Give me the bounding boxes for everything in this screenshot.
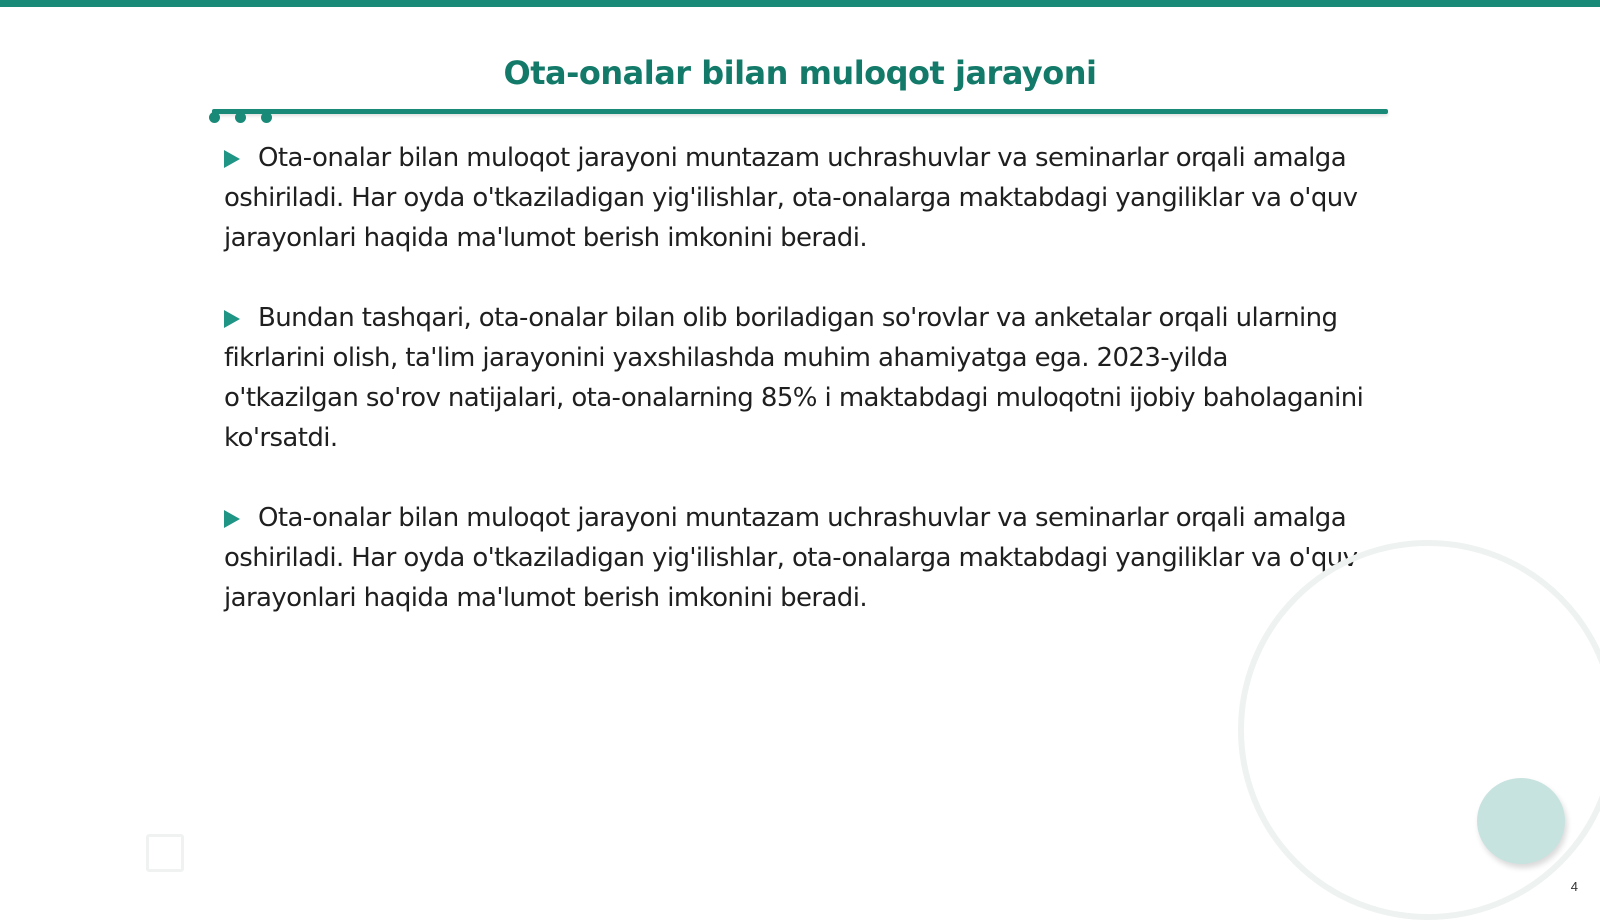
bullet-text: Ota-onalar bilan muloqot jarayoni muntazam uchrashuvlar va seminarlar orqali amalga oshiriladi. Har oyda o'tkaziladigan yig'ilishlar, ota-onalarga maktabdagi yangiliklar va o'quv jarayonlari haqida ma'lumot berish imkonini beradi. [224,503,1358,613]
triangle-right-icon [224,310,240,328]
decor-dot-3 [261,112,272,123]
triangle-right-icon [224,510,240,528]
bullet-item [224,298,1364,458]
bullet-item [224,498,1364,618]
page-number: 4 [1570,879,1578,894]
decor-dot-2 [235,112,246,123]
decor-ball [1477,778,1565,864]
decor-square [146,834,184,872]
title-underline [212,109,1388,114]
bullet-text: Bundan tashqari, ota-onalar bilan olib boriladigan so'rovlar va anketalar orqali ularning fikrlarini olish, ta'lim jarayonini yaxshilashda muhim ahamiyatga ega. 2023-yilda o'tkazilgan so'rov natijalari, ota-onalarning 85% i maktabdagi muloqotni ijobiy baholaganini ko'rsatdi. [224,303,1364,453]
triangle-right-icon [224,150,240,168]
decor-ring [1238,540,1600,920]
bullet-item [224,138,1364,258]
bullet-text: Ota-onalar bilan muloqot jarayoni muntazam uchrashuvlar va seminarlar orqali amalga oshiriladi. Har oyda o'tkaziladigan yig'ilishlar, ota-onalarga maktabdagi yangiliklar va o'quv jarayonlari haqida ma'lumot berish imkonini beradi. [224,143,1358,253]
top-accent-bar [0,0,1600,7]
slide-body [224,138,1364,658]
slide-title: Ota-onalar bilan muloqot jarayoni [503,54,1097,92]
decor-dot-1 [209,112,220,123]
